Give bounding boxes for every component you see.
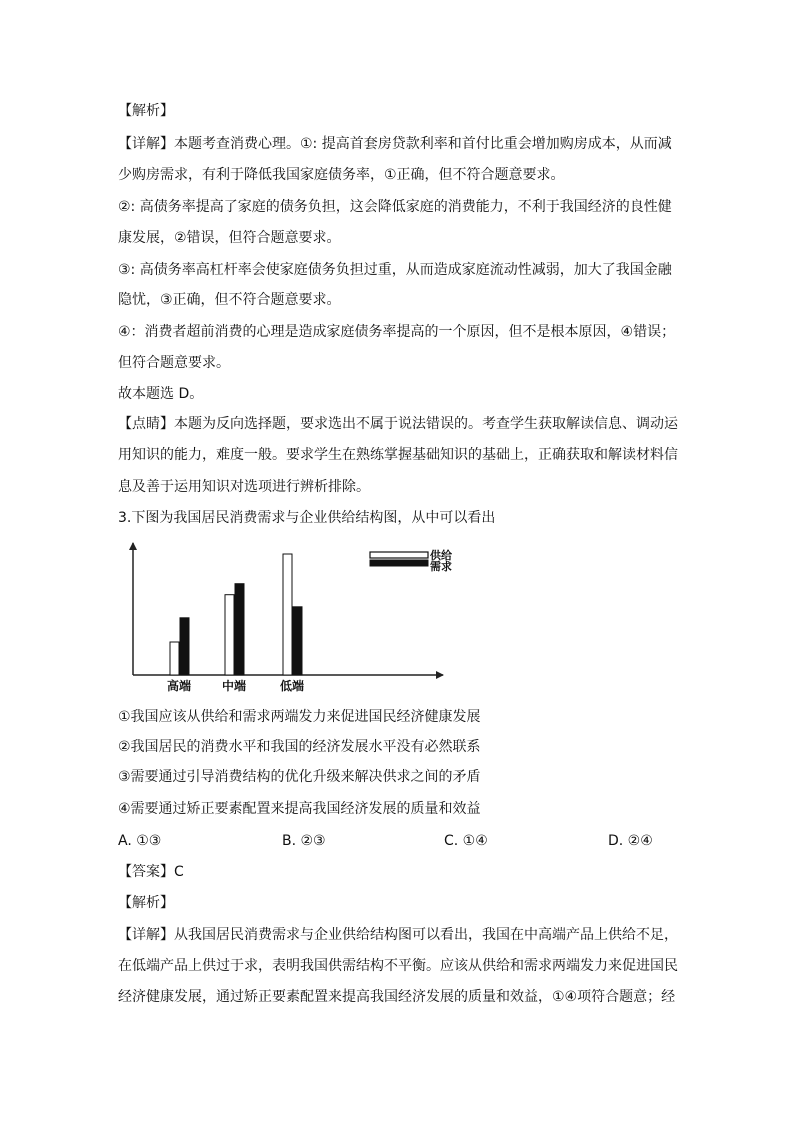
option-b: B. ②③ xyxy=(282,833,326,849)
bar-supply-2 xyxy=(225,595,234,675)
text-line: 用知识的能力，难度一般。要求学生在熟练掌握基础知识的基础上，正确获取和解读材料信 xyxy=(118,447,678,463)
text-line: 【点睛】本题为反向选择题，要求选出不属于说法错误的。考查学生获取解读信息、调动运 xyxy=(118,416,678,432)
bar-supply-3 xyxy=(283,554,292,675)
text-line: 在低端产品上供过于求，表明我国供需结构不平衡。应该从供给和需求两端发力来促进国民 xyxy=(118,958,678,974)
text-line: 故本题选 D。 xyxy=(118,386,204,402)
bar-supply-1 xyxy=(170,642,179,675)
analysis-heading: 【解析】 xyxy=(118,103,174,119)
text-line: 【详解】从我国居民消费需求与企业供给结构图可以看出，我国在中高端产品上供给不足， xyxy=(118,927,678,943)
text-line: 少购房需求，有利于降低我国家庭债务率，①正确，但不符合题意要求。 xyxy=(118,167,565,183)
option-d: D. ②④ xyxy=(608,833,653,849)
legend-swatch-demand xyxy=(370,560,428,566)
y-axis-arrow xyxy=(129,542,137,550)
answer-analysis-heading: 【解析】 xyxy=(118,895,174,911)
statement-1: ①我国应该从供给和需求两端发力来促进国民经济健康发展 xyxy=(118,709,481,725)
legend-label-supply: 供给 xyxy=(430,549,452,562)
text-line: 隐忧，③正确，但不符合题意要求。 xyxy=(118,292,341,308)
option-c: C. ①④ xyxy=(444,833,488,849)
x-tick-label: 低端 xyxy=(279,679,305,693)
text-line: ④：消费者超前消费的心理是造成家庭债务率提高的一个原因，但不是根本原因，④错误； xyxy=(118,324,676,340)
text-line: 【详解】本题考查消费心理。①: 提高首套房贷款利率和首付比重会增加购房成本，从而减 xyxy=(118,136,672,152)
text-line: ③: 高债务率高杠杆率会使家庭债务负担过重，从而造成家庭流动性减弱，加大了我国金融 xyxy=(118,262,672,278)
bar-demand-1 xyxy=(180,618,189,675)
statement-4: ④需要通过矫正要素配置来提高我国经济发展的质量和效益 xyxy=(118,801,481,817)
legend-swatch-supply xyxy=(370,552,428,558)
x-tick-label: 高端 xyxy=(166,679,192,693)
text-line: 经济健康发展，通过矫正要素配置来提高我国经济发展的质量和效益，①④项符合题意；经 xyxy=(118,989,676,1005)
text-line: 但符合题意要求。 xyxy=(118,355,230,371)
statement-3: ③需要通过引导消费结构的优化升级来解决供求之间的矛盾 xyxy=(118,769,481,785)
option-a: A. ①③ xyxy=(118,833,162,849)
x-axis-arrow xyxy=(436,671,444,679)
text-line: 康发展，②错误，但符合题意要求。 xyxy=(118,230,341,246)
statement-2: ②我国居民的消费水平和我国的经济发展水平没有必然联系 xyxy=(118,739,481,755)
text-line: ②: 高债务率提高了家庭的债务负担，这会降低家庭的消费能力，不利于我国经济的良性健 xyxy=(118,199,672,215)
question-stem: 3.下图为我国居民消费需求与企业供给结构图，从中可以看出 xyxy=(118,510,496,526)
bar-demand-2 xyxy=(235,584,244,675)
legend-label-demand: 需求 xyxy=(430,560,452,573)
supply-demand-chart xyxy=(118,535,478,695)
text-line: 息及善于运用知识对选项进行辨析排除。 xyxy=(118,479,370,495)
answer-line: 【答案】C xyxy=(118,864,184,880)
bar-demand-3 xyxy=(293,607,302,675)
x-tick-label: 中端 xyxy=(221,679,247,693)
